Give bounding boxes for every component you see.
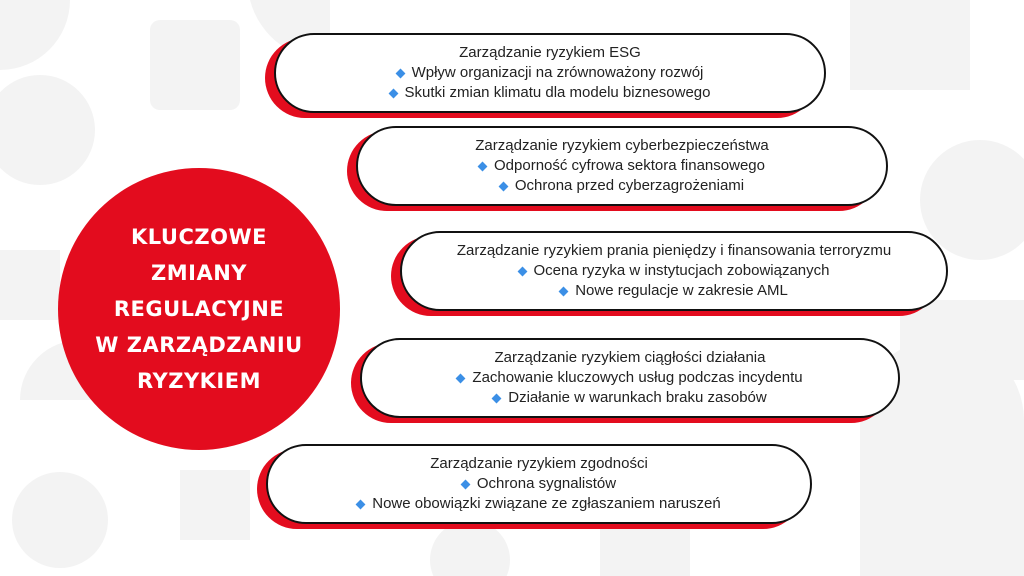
risk-item-cyber — [356, 126, 888, 206]
title-line: KLUCZOWE — [131, 225, 267, 249]
title-circle — [58, 168, 340, 450]
item-bullet: Zachowanie kluczowych usług podczas incydentu — [457, 368, 802, 388]
diamond-bullet-icon — [517, 266, 527, 276]
pill-box — [400, 231, 948, 311]
diamond-bullet-icon — [478, 161, 488, 171]
item-bullet: Odporność cyfrowa sektora finansowego — [479, 156, 765, 176]
pill-box — [356, 126, 888, 206]
item-title: Zarządzanie ryzykiem ciągłości działania — [494, 349, 766, 366]
item-title: Zarządzanie ryzykiem ESG — [459, 44, 641, 61]
item-bullet: Ochrona sygnalistów — [462, 474, 616, 494]
diamond-bullet-icon — [492, 393, 502, 403]
risk-item-compliance — [266, 444, 812, 524]
risk-item-aml — [400, 231, 948, 311]
title-line: REGULACYJNE — [113, 297, 285, 321]
item-title: Zarządzanie ryzykiem zgodności — [430, 455, 648, 472]
item-title: Zarządzanie ryzykiem prania pieniędzy i finansowania terroryzmu — [456, 242, 892, 259]
title-line: ZMIANY — [151, 261, 247, 285]
item-bullet: Ocena ryzyka w instytucjach zobowiązanych — [519, 261, 830, 281]
item-bullet: Ochrona przed cyberzagrożeniami — [500, 176, 744, 196]
diamond-bullet-icon — [395, 68, 405, 78]
main-title — [95, 219, 302, 399]
item-bullet: Skutki zmian klimatu dla modelu biznesowego — [390, 83, 711, 103]
pill-box — [360, 338, 900, 418]
title-line: W ZARZĄDZANIU — [95, 333, 303, 357]
risk-item-continuity — [360, 338, 900, 418]
title-line: RYZYKIEM — [137, 369, 261, 393]
diamond-bullet-icon — [460, 479, 470, 489]
item-bullet: Wpływ organizacji na zrównoważony rozwój — [397, 63, 704, 83]
pill-box — [266, 444, 812, 524]
diamond-bullet-icon — [356, 499, 366, 509]
item-title: Zarządzanie ryzykiem cyberbezpieczeństwa — [475, 137, 769, 154]
item-bullet: Nowe obowiązki związane ze zgłaszaniem naruszeń — [357, 494, 721, 514]
item-bullet: Nowe regulacje w zakresie AML — [560, 281, 788, 301]
diamond-bullet-icon — [559, 286, 569, 296]
risk-item-esg — [274, 33, 826, 113]
diamond-bullet-icon — [498, 181, 508, 191]
diamond-bullet-icon — [388, 88, 398, 98]
pill-box — [274, 33, 826, 113]
item-bullet: Działanie w warunkach braku zasobów — [493, 388, 766, 408]
diamond-bullet-icon — [456, 373, 466, 383]
